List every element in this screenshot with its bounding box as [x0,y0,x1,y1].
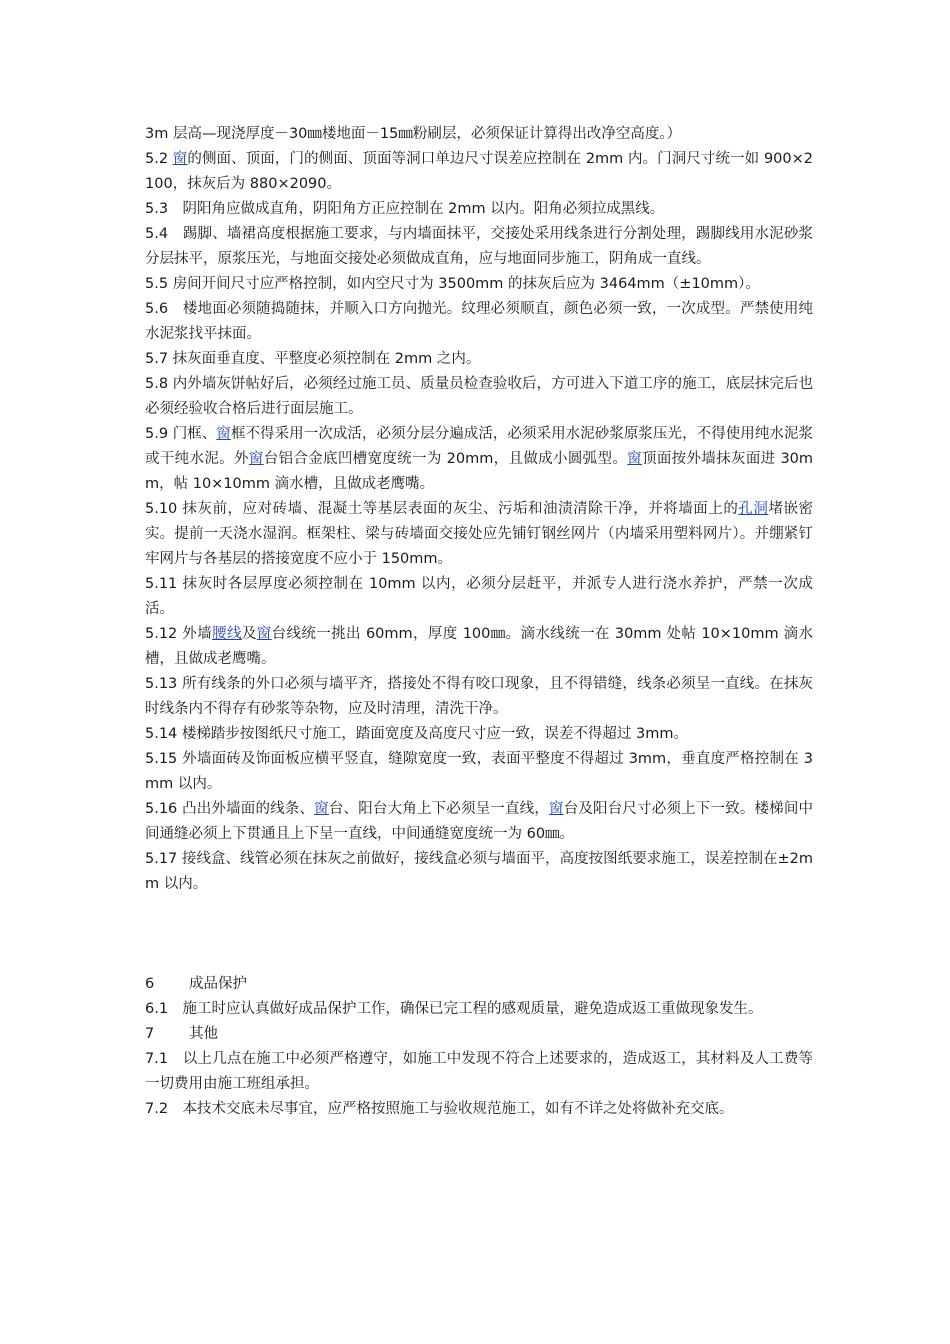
paragraph-text: 5.11 抹灰时各层厚度必须控制在 10mm 以内，必须分层赶平，并派专人进行浇水养护，严禁一次成活。 [145,576,813,617]
hyperlink[interactable]: 腰线 [212,626,242,642]
paragraph-text: 的侧面、顶面，门的侧面、顶面等洞口单边尺寸误差应控制在 2mm 内。门洞尺寸统一如 900×2100，抹灰后为 880×2090。 [145,151,814,192]
paragraph-text: 5.2 [145,151,173,167]
paragraph [145,847,813,897]
paragraph-text: 5.4 踢脚、墙裙高度根据施工要求，与内墙面抹平，交接处采用线条进行分割处理，踢脚线用水泥砂浆分层抹平，原浆压光，与地面交接处必须做成直角，应与地面同步施工，阴角成一直线。 [145,226,813,267]
section-spacer [145,897,813,972]
paragraph-text: 5.15 外墙面砖及饰面板应横平竖直，缝隙宽度一致，表面平整度不得超过 3mm，垂直度严格控制在 3mm 以内。 [145,751,813,792]
paragraph-text: 台铝合金底凹槽宽度统一为 20mm，且做成小圆弧型。 [263,451,628,467]
section-7-number: 7 [145,1026,155,1042]
paragraph [145,797,813,847]
section-6-title: 成品保护 [189,976,247,992]
paragraph [145,222,813,272]
paragraph [145,572,813,622]
paragraph [145,147,813,197]
paragraph [145,297,813,347]
hyperlink[interactable]: 窗 [216,426,231,442]
paragraph [145,122,813,147]
hyperlink[interactable]: 窗 [248,451,264,467]
section-7-item: 7.1 以上几点在施工中必须严格遵守，如施工中发现不符合上述要求的，造成返工，其材料及人工费等一切费用由施工班组承担。 [145,1051,813,1092]
section-7-title: 其他 [189,1026,218,1042]
requirements-section-5 [145,122,813,897]
paragraph-text: 顶面按外墙抹灰面进 30mm，帖 10×10mm 滴水槽，且做成老鹰嘴。 [145,451,814,492]
paragraph-text: 5.12 外墙 [145,626,213,642]
paragraph-text: 台、阳台大角上下必须呈一直线， [328,801,550,817]
section-6-item: 6.1 施工时应认真做好成品保护工作，确保已完工程的感观质量，避免造成返工重做现象发生。 [145,1001,763,1017]
paragraph-text: 5.14 楼梯踏步按图纸尺寸施工，踏面宽度及高度尺寸应一致，误差不得超过 3mm。 [145,726,688,742]
paragraph-text: 5.6 楼地面必须随捣随抹，并顺入口方向抛光。纹理必须顺直，颜色必须一致，一次成型。严禁使用纯水泥浆找平抹面。 [145,301,813,342]
paragraph-text: 堵嵌密实。提前一天浇水湿润。框架柱、梁与砖墙面交接处应先铺钉钢丝网片（内墙采用塑料网片）。并绷紧钉牢网片与各基层的搭接宽度不应小于 150mm。 [145,501,814,567]
paragraph-text: 台及阳台尺寸必须上下一致。楼梯间中间通缝必须上下贯通且上下呈一直线，中间通缝宽度统一为 60㎜。 [145,801,814,842]
paragraph [145,497,813,572]
paragraph [145,422,813,497]
paragraph-text: 5.8 内外墙灰饼帖好后，必须经过施工员、质量员检查验收后，方可进入下道工序的施工，底层抹完后也必须经验收合格后进行面层施工。 [145,376,813,417]
paragraph [145,747,813,797]
section-7-heading [145,1022,813,1047]
paragraph [145,722,813,747]
paragraph [145,672,813,722]
paragraph [145,197,813,222]
section-6-heading [145,972,813,997]
document-body [145,122,813,1122]
paragraph-text: 5.9 门框、 [145,426,217,442]
paragraph-text: 5.3 阴阳角应做成直角，阴阳角方正应控制在 2mm 以内。阳角必须拉成黑线。 [145,201,665,217]
paragraph-text: 5.5 房间开间尺寸应严格控制，如内空尺寸为 3500mm 的抹灰后应为 3464mm（±10mm）。 [145,276,760,292]
section-7-item: 7.2 本技术交底未尽事宜，应严格按照施工与验收规范施工，如有不详之处将做补充交底。 [145,1101,734,1117]
paragraph [145,372,813,422]
paragraph-text: 5.17 接线盒、线管必须在抹灰之前做好，接线盒必须与墙面平，高度按图纸要求施工，误差控制在±2mm 以内。 [145,851,813,892]
section-6-number: 6 [145,976,155,992]
hyperlink[interactable]: 孔洞 [738,501,769,517]
paragraph-text: 3m 层高—现浇厚度－30㎜楼地面－15㎜粉刷层，必须保证计算得出改净空高度。） [145,126,682,142]
hyperlink[interactable]: 窗 [256,626,272,642]
paragraph-text: 5.10 抹灰前，应对砖墙、混凝土等基层表面的灰尘、污垢和油渍清除干净，并将墙面上的 [145,501,739,517]
paragraph-text: 框不得采用一次成活，必须分层分遍成活，必须采用水泥砂浆原浆压光，不得使用纯水泥浆或干纯水泥。外 [145,426,814,467]
hyperlink[interactable]: 窗 [314,801,329,817]
paragraph [145,622,813,672]
hyperlink[interactable]: 窗 [549,801,564,817]
paragraph [145,272,813,297]
paragraph-text: 5.16 凸出外墙面的线条、 [145,801,315,817]
hyperlink[interactable]: 窗 [627,451,643,467]
paragraph [145,347,813,372]
hyperlink[interactable]: 窗 [172,151,188,167]
paragraph-text: 及 [241,626,257,642]
paragraph-text: 台线统一挑出 60mm，厚度 100㎜。滴水线统一在 30mm 处帖 10×10mm 滴水槽，且做成老鹰嘴。 [145,626,814,667]
paragraph-text: 5.7 抹灰面垂直度、平整度必须控制在 2mm 之内。 [145,351,481,367]
paragraph-text: 5.13 所有线条的外口必须与墙平齐，搭接处不得有咬口现象，且不得错缝，线条必须呈一直线。在抹灰时线条内不得存有砂浆等杂物，应及时清理，清洗干净。 [145,676,813,717]
